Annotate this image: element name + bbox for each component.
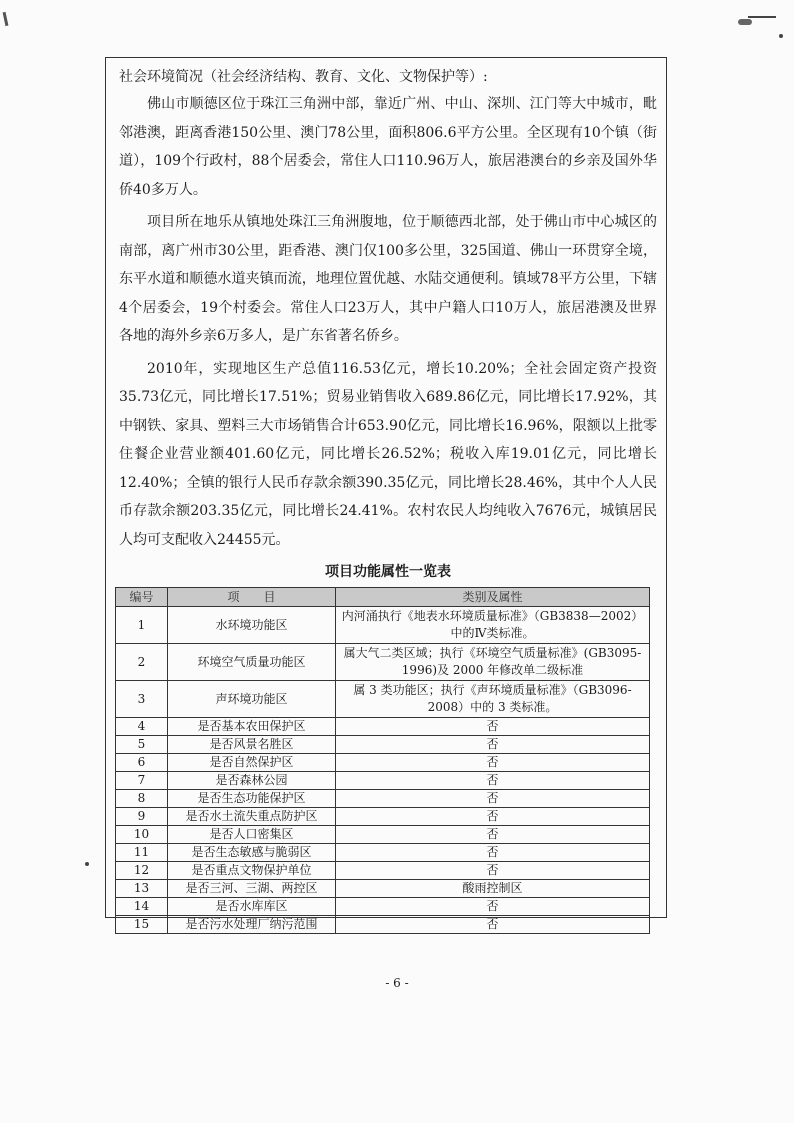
table-row — [116, 808, 650, 826]
row-item: 环境空气质量功能区 — [168, 644, 336, 681]
section-heading: 社会环境简况（社会经济结构、教育、文化、文物保护等）: — [119, 69, 488, 85]
row-item: 是否三河、三湖、两控区 — [168, 880, 336, 898]
table-row — [116, 736, 650, 754]
table-row — [116, 916, 650, 934]
row-item: 是否生态功能保护区 — [168, 790, 336, 808]
row-number: 10 — [116, 826, 168, 844]
scan-speck — [85, 862, 89, 866]
row-attribute: 否 — [336, 844, 650, 862]
row-attribute: 否 — [336, 808, 650, 826]
header-item: 项 目 — [168, 588, 336, 607]
row-item: 是否风景名胜区 — [168, 736, 336, 754]
row-attribute: 内河涌执行《地表水环境质量标准》（GB3838—2002）中的Ⅳ类标准。 — [336, 607, 650, 644]
row-number: 13 — [116, 880, 168, 898]
row-attribute: 属 3 类功能区；执行《声环境质量标准》（GB3096-2008）中的 3 类标准。 — [336, 681, 650, 718]
row-number: 7 — [116, 772, 168, 790]
row-number: 6 — [116, 754, 168, 772]
content-body — [119, 64, 657, 934]
row-item: 是否基本农田保护区 — [168, 718, 336, 736]
row-item: 是否水土流失重点防护区 — [168, 808, 336, 826]
row-item: 是否污水处理厂纳污范围 — [168, 916, 336, 934]
row-number: 15 — [116, 916, 168, 934]
table-row — [116, 681, 650, 718]
page-number: - 6 - — [385, 976, 409, 990]
content-frame — [105, 57, 667, 931]
row-number: 14 — [116, 898, 168, 916]
row-attribute: 否 — [336, 718, 650, 736]
row-attribute: 否 — [336, 826, 650, 844]
table-row — [116, 772, 650, 790]
row-number: 9 — [116, 808, 168, 826]
table-row — [116, 826, 650, 844]
row-number: 4 — [116, 718, 168, 736]
row-item: 水环境功能区 — [168, 607, 336, 644]
table-row — [116, 790, 650, 808]
table-row — [116, 718, 650, 736]
row-attribute: 否 — [336, 790, 650, 808]
row-attribute: 否 — [336, 916, 650, 934]
table-row — [116, 644, 650, 681]
table-row — [116, 844, 650, 862]
header-attribute: 类别及属性 — [336, 588, 650, 607]
function-attribute-table — [115, 587, 650, 934]
row-attribute: 否 — [336, 736, 650, 754]
row-attribute: 否 — [336, 862, 650, 880]
table-row — [116, 607, 650, 644]
row-number: 8 — [116, 790, 168, 808]
paragraph-location: 佛山市顺德区位于珠江三角洲中部，靠近广州、中山、深圳、江门等大中城市，毗邻港澳，距离香港150公里、澳门78公里，面积806.6平方公里。全区现有10个镇（街道），109个行政村，88个居委会，常住人口110.96万人，旅居港澳台的乡亲及国外华侨40多万人。 — [119, 96, 657, 198]
row-item: 是否重点文物保护单位 — [168, 862, 336, 880]
table-row — [116, 754, 650, 772]
header-number: 编号 — [116, 588, 168, 607]
row-number: 1 — [116, 607, 168, 644]
scan-corner-mark — [3, 12, 9, 26]
row-item: 是否自然保护区 — [168, 754, 336, 772]
row-number: 2 — [116, 644, 168, 681]
paragraph-town: 项目所在地乐从镇地处珠江三角洲腹地，位于顺德西北部，处于佛山市中心城区的南部，离广州市30公里，距香港、澳门仅100多公里，325国道、佛山一环贯穿全境，东平水道和顺德水道夹镇而流，地理位置优越、水陆交通便利。镇域78平方公里，下辖4个居委会，19个村委会。常住人口23万人，其中户籍人口10万人，旅居港澳及世界各地的海外乡亲6万多人，是广东省著名侨乡。 — [119, 214, 657, 344]
row-item: 是否森林公园 — [168, 772, 336, 790]
scan-corner-mark — [736, 12, 776, 26]
row-attribute: 否 — [336, 772, 650, 790]
row-attribute: 酸雨控制区 — [336, 880, 650, 898]
row-number: 11 — [116, 844, 168, 862]
table-row — [116, 898, 650, 916]
row-item: 是否生态敏感与脆弱区 — [168, 844, 336, 862]
row-item: 声环境功能区 — [168, 681, 336, 718]
row-number: 12 — [116, 862, 168, 880]
scan-speck — [779, 34, 783, 38]
row-attribute: 否 — [336, 754, 650, 772]
paragraph-economy: 2010年，实现地区生产总值116.53亿元，增长10.20%；全社会固定资产投资35.73亿元，同比增长17.51%；贸易业销售收入689.86亿元，同比增长17.92%，其中钢铁、家具、塑料三大市场销售合计653.90亿元，同比增长16.96%，限额以上批零住餐企业营业额401.60亿元，同比增长26.52%；税收入库19.01亿元，同比增长12.40%；全镇的银行人民币存款余额390.35亿元，同比增长28.46%，其中个人人民币存款余额203.35亿元，同比增长24.41%。农村农民人均纯收入7676元，城镇居民人均可支配收入24455元。 — [119, 360, 657, 548]
row-item: 是否人口密集区 — [168, 826, 336, 844]
row-number: 5 — [116, 736, 168, 754]
row-item: 是否水库库区 — [168, 898, 336, 916]
row-number: 3 — [116, 681, 168, 718]
row-attribute: 否 — [336, 898, 650, 916]
table-title: 项目功能属性一览表 — [325, 564, 451, 580]
row-attribute: 属大气二类区域；执行《环境空气质量标准》(GB3095-1996)及 2000 年修改单二级标准 — [336, 644, 650, 681]
table-row — [116, 880, 650, 898]
table-header-row — [116, 588, 650, 607]
table-row — [116, 862, 650, 880]
